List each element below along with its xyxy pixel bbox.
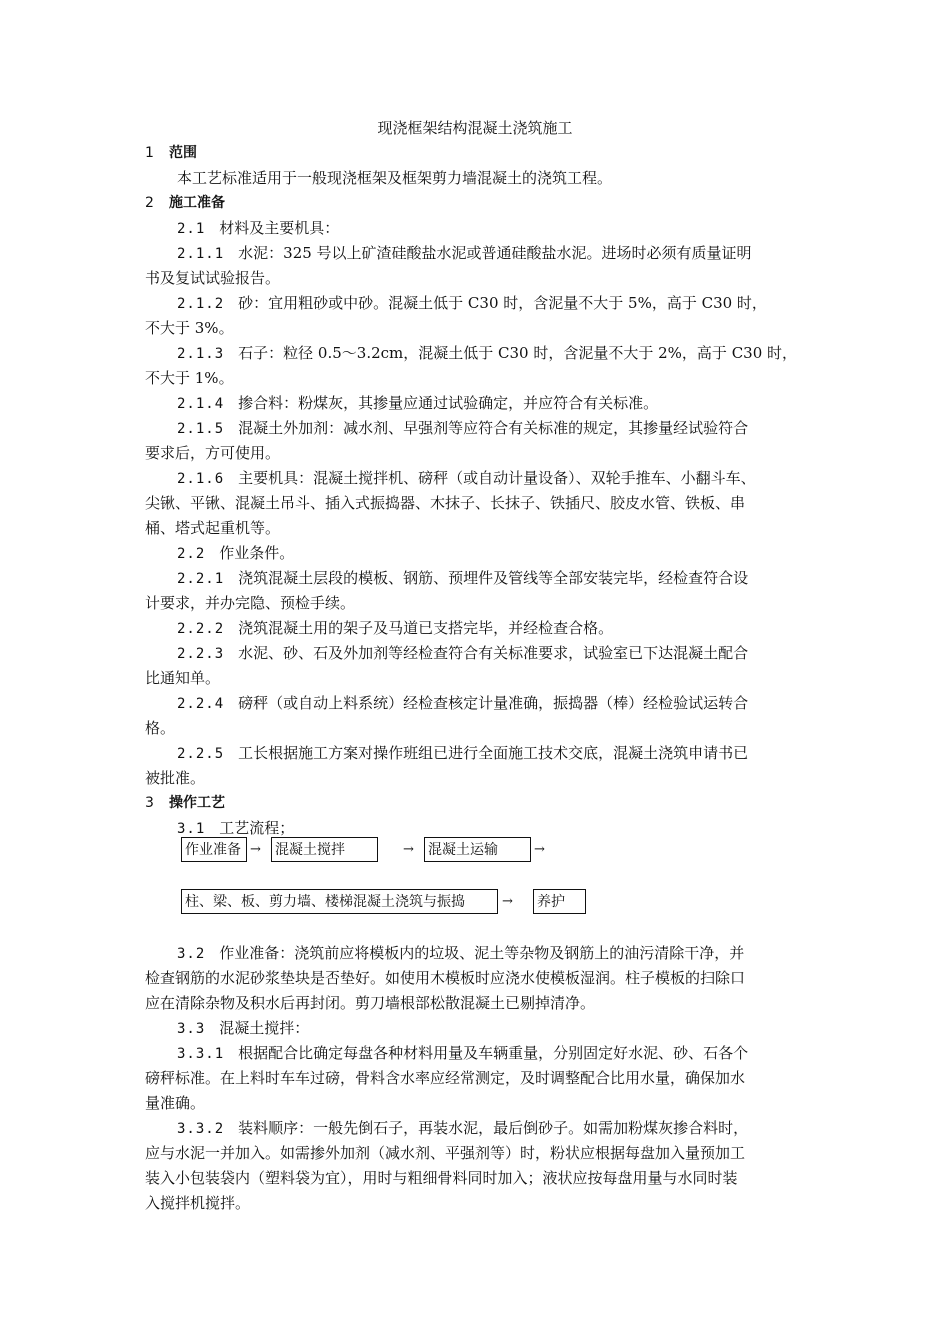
clause-3-1: 3.1 工艺流程； (177, 819, 295, 837)
flow-arrow-icon: → (403, 842, 414, 857)
clause-3-3-2: 3.3.2 装料顺序：一般先倒石子，再装水泥，最后倒砂子。如需加粉煤灰掺合料时， (177, 1119, 749, 1137)
section-2-heading: 2 施工准备 (145, 195, 225, 211)
clause-2-1-5-cont: 要求后，方可使用。 (145, 444, 281, 462)
clause-3-3-2-cont-3: 入搅拌机搅拌。 (145, 1194, 251, 1212)
clause-3-2-cont-2: 应在清除杂物及积水后再封闭。剪刀墙根部松散混凝土已剔掉清净。 (145, 994, 596, 1012)
clause-2-2-4: 2.2.4 磅秤（或自动上料系统）经检查核定计量准确，振捣器（棒）经检验试运转合 (177, 694, 749, 712)
clause-3-3-1-cont-2: 量准确。 (145, 1094, 206, 1112)
clause-3-3: 3.3 混凝土搅拌： (177, 1019, 310, 1037)
clause-3-2: 3.2 作业准备：浇筑前应将模板内的垃圾、泥土等杂物及钢筋上的油污清除干净，并 (177, 944, 745, 962)
section-1-text: 本工艺标准适用于一般现浇框架及框架剪力墙混凝土的浇筑工程。 (177, 169, 613, 187)
section-1-heading: 1 范围 (145, 145, 197, 161)
clause-2-1: 2.1 材料及主要机具： (177, 219, 340, 237)
flow-step-mixing: 混凝土搅拌 (271, 837, 378, 862)
clause-2-1-4: 2.1.4 掺合料：粉煤灰，其掺量应通过试验确定，并应符合有关标准。 (177, 394, 659, 412)
clause-2-2: 2.2 作业条件。 (177, 544, 295, 562)
clause-2-1-6-cont-1: 尖锹、平锹、混凝土吊斗、插入式振捣器、木抹子、长抹子、铁插尺、胶皮水管、铁板、串 (145, 494, 746, 512)
clause-2-1-6: 2.1.6 主要机具：混凝土搅拌机、磅秤（或自动计量设备）、双轮手推车、小翻斗车、 (177, 469, 756, 487)
clause-2-2-5-cont: 被批准。 (145, 769, 206, 787)
clause-3-3-2-cont-1: 应与水泥一并加入。如需掺外加剂（减水剂、平强剂等）时，粉状应根据每盘加入量预加工 (145, 1144, 746, 1162)
clause-2-1-2: 2.1.2 砂：宜用粗砂或中砂。混凝土低于 C30 时，含泥量不大于 5%，高于 C30 时， (177, 294, 767, 312)
clause-3-3-2-cont-2: 装入小包装袋内（塑料袋为宜），用时与粗细骨料同时加入；液状应按每盘用量与水同时装 (145, 1169, 738, 1187)
flow-step-prep: 作业准备 (181, 837, 247, 862)
document-title: 现浇框架结构混凝土浇筑施工 (377, 119, 573, 137)
clause-2-1-5: 2.1.5 混凝土外加剂：减水剂、早强剂等应符合有关标准的规定，其掺量经试验符合 (177, 419, 749, 437)
clause-3-3-1: 3.3.1 根据配合比确定每盘各种材料用量及车辆重量，分别固定好水泥、砂、石各个 (177, 1044, 749, 1062)
clause-2-1-1-cont: 书及复试试验报告。 (145, 269, 281, 287)
flow-arrow-icon: → (534, 842, 545, 857)
clause-2-1-1: 2.1.1 水泥：325 号以上矿渣硅酸盐水泥或普通硅酸盐水泥。进场时必须有质量证明 (177, 244, 752, 262)
clause-2-2-1: 2.2.1 浇筑混凝土层段的模板、钢筋、预埋件及管线等全部安装完毕，经检查符合设 (177, 569, 749, 587)
clause-3-3-1-cont-1: 磅秤标准。在上料时车车过磅，骨料含水率应经常测定，及时调整配合比用水量，确保加水 (145, 1069, 746, 1087)
section-3-heading: 3 操作工艺 (145, 795, 225, 811)
flow-step-transport: 混凝土运输 (424, 837, 531, 862)
clause-2-2-3: 2.2.3 水泥、砂、石及外加剂等经检查符合有关标准要求，试验室已下达混凝土配合 (177, 644, 749, 662)
flow-arrow-icon: → (250, 842, 261, 857)
clause-2-2-3-cont: 比通知单。 (145, 669, 221, 687)
flow-step-curing: 养护 (533, 889, 586, 914)
clause-2-1-2-cont: 不大于 3%。 (145, 319, 234, 337)
clause-3-2-cont-1: 检查钢筋的水泥砂浆垫块是否垫好。如使用木模板时应浇水使模板湿润。柱子模板的扫除口 (145, 969, 746, 987)
clause-2-2-4-cont: 格。 (145, 719, 176, 737)
clause-2-2-2: 2.2.2 浇筑混凝土用的架子及马道已支搭完毕，并经检查合格。 (177, 619, 614, 637)
clause-2-1-3-cont: 不大于 1%。 (145, 369, 234, 387)
clause-2-2-1-cont: 计要求，并办完隐、预检手续。 (145, 594, 356, 612)
flow-arrow-icon: → (502, 894, 513, 909)
clause-2-1-6-cont-2: 桶、塔式起重机等。 (145, 519, 281, 537)
flow-step-pouring: 柱、梁、板、剪力墙、楼梯混凝土浇筑与振捣 (181, 889, 498, 914)
clause-2-2-5: 2.2.5 工长根据施工方案对操作班组已进行全面施工技术交底，混凝土浇筑申请书已 (177, 744, 749, 762)
clause-2-1-3: 2.1.3 石子：粒径 0.5～3.2cm，混凝土低于 C30 时，含泥量不大于 2%，高于 C30 时， (177, 344, 798, 362)
